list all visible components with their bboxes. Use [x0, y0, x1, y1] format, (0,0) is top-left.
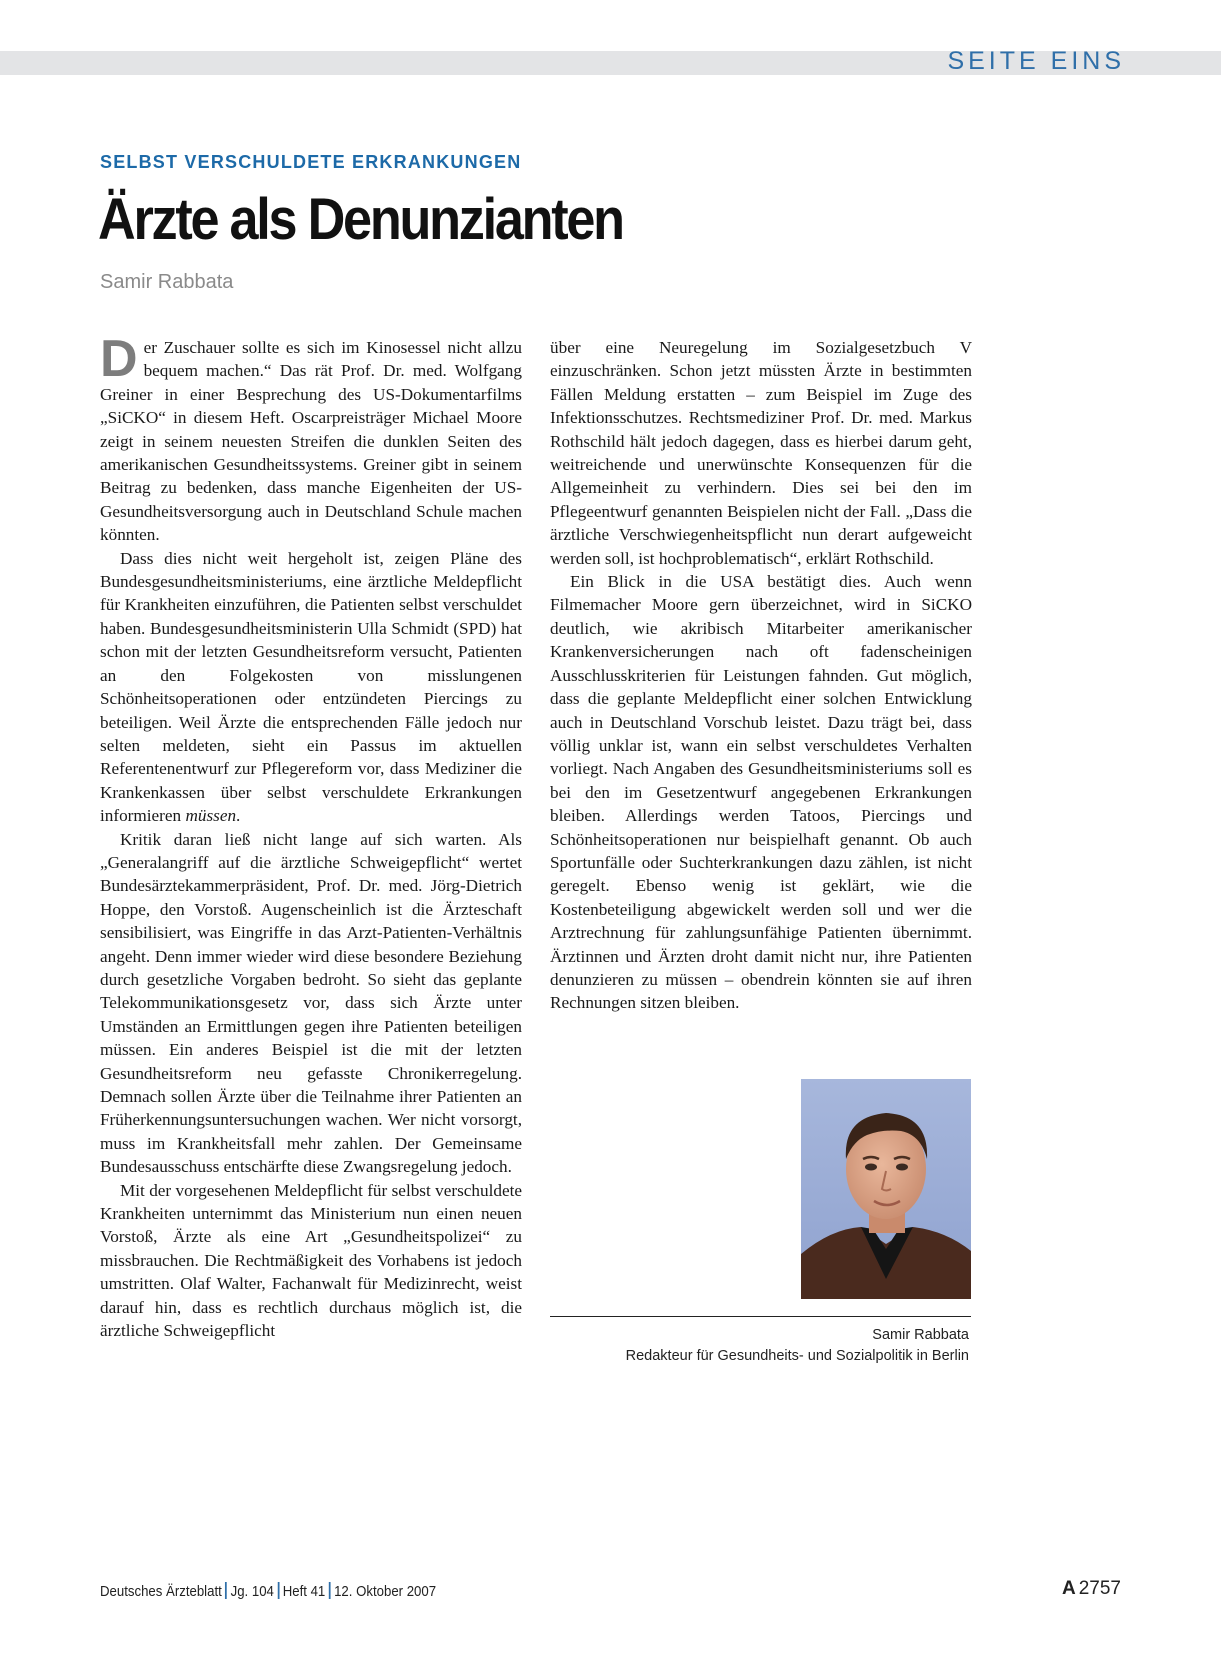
author-caption [626, 1325, 969, 1367]
article-kicker: SELBST VERSCHULDETE ERKRANKUNGEN [100, 152, 522, 172]
footer-citation [100, 1582, 436, 1600]
author-name: Samir Rabbata [872, 1327, 969, 1343]
page-number [1062, 1578, 1121, 1600]
footer-volume: Jg. 104 [230, 1583, 274, 1600]
paragraph-1-text: er Zuschauer sollte es sich im Kinosessel nicht allzu bequem machen.“ Das rät Prof. Dr. med. Wolfgang Greiner in einer Besprechung des US-Dokumentarfilms „SiCKO“ in diesem Heft. Oscarpreisträger Michael Moore zeigt in seinem neuesten Streifen die dunklen Seiten des amerikanischen Gesundheitssystems. Greiner gibt in seinem Beitrag zu bedenken, dass manche Eigenheiten der US-Gesundheitsversorgung auch in Deutschland Schule machen könnten. [100, 338, 522, 545]
footer-date: 12. Oktober 2007 [334, 1583, 437, 1600]
footer-separator [329, 1582, 331, 1599]
author-portrait-image [801, 1079, 971, 1299]
footer-journal: Deutsches Ärzteblatt [100, 1583, 222, 1600]
author-role: Redakteur für Gesundheits- und Sozialpolitik in Berlin [625, 1348, 969, 1364]
article-column-left [100, 330, 522, 1342]
paragraph-2 [100, 547, 522, 828]
paragraph-2-text: Dass dies nicht weit hergeholt ist, zeigen Pläne des Bundesgesundheitsministeriums, eine ärztliche Meldepflicht für Krankheiten einzuführen, die Patienten selbst verschuldet haben. Bundesgesundheitsministerin Ulla Schmidt (SPD) hat schon mit der letzten Gesundheitsreform versucht, Patienten an den Folgekosten von misslungenen Schönheitsoperationen oder entzündeten Piercings zu beteiligen. Weil Ärzte die entsprechenden Fälle jedoch nur selten meldeten, sieht ein Passus im aktuellen Referentenentwurf zur Pflegereform vor, dass Mediziner die Krankenkassen über selbst verschuldete Erkrankungen informieren [100, 548, 522, 826]
page-number-value: 2757 [1078, 1578, 1121, 1599]
page-prefix: A [1061, 1578, 1076, 1599]
paragraph-4: Mit der vorgesehenen Meldepflicht für selbst verschuldete Krankheiten unternimmt das Ministerium nun einen neuen Vorstoß, Ärzte als eine Art „Gesundheitspolizei“ zu missbrauchen. Die Rechtmäßigkeit des Vorhabens ist jedoch umstritten. Olaf Walter, Fachanwalt für Medizinrecht, weist darauf hin, dass es rechtlich durchaus möglich ist, die ärztliche Schweigepflicht [100, 1180, 522, 1341]
author-byline: Samir Rabbata [100, 271, 234, 293]
author-photo [801, 1079, 971, 1299]
footer-separator [225, 1582, 227, 1599]
caption-rule [550, 1316, 971, 1317]
paragraph-2-emphasis: müssen [185, 806, 237, 826]
section-label: SEITE EINS [947, 47, 1125, 75]
paragraph-6: Ein Blick in die USA bestätigt dies. Auch wenn Filmemacher Moore gern überzeichnet, wird in SiCKO deutlich, wie akribisch Mitarbeiter amerikanischer Krankenversicherungen nach oft fadenscheinigen Ausschlusskriterien für Leistungen fahnden. Gut möglich, dass die geplante Meldepflicht einer solchen Entwicklung auch in Deutschland Vorschub leistet. Dazu trägt bei, dass völlig unklar ist, wann ein selbst verschuldetes Verhalten vorliegt. Nach Angaben des Gesundheitsministeriums soll es bei den im Gesetzentwurf angegebenen Erkrankungen bleiben. Allerdings werden Tatoos, Piercings und Schönheitsoperationen nur beispielhaft genannt. Ob auch Sportunfälle oder Suchterkrankungen dazu zählen, ist nicht geregelt. Ebenso wenig ist geklärt, wie die Kostenbeteiligung abgewickelt werden soll und wer die Arztrechnung für zahlungsunfähige Patienten übernimmt. Ärztinnen und Ärzten droht damit nicht nur, ihre Patienten denunzieren zu müssen – obendrein könnten sie auf ihren Rechnungen sitzen bleiben. [550, 572, 972, 1013]
paragraph-5: über eine Neuregelung im Sozialgesetzbuch V einzuschränken. Schon jetzt müssten Ärzte in bestimmten Fällen Meldung erstatten – zum Beispiel im Zuge des Infektionsschutzes. Rechtsmediziner Prof. Dr. med. Markus Rothschild hält jedoch dagegen, dass es hierbei darum geht, weitreichende und unerwünschte Konsequenzen für die Allgemeinheit zu verhindern. Dies sei bei den im Pflegeentwurf genannten Beispielen nicht der Fall. „Dass die ärztliche Verschwiegenheitspflicht nun derart aufgeweicht werden soll, ist hochproblematisch“, erklärt Rothschild. [550, 338, 972, 568]
footer-separator [277, 1582, 279, 1599]
article-title: Ärzte als Denunzianten [98, 187, 623, 252]
article-column-right [550, 336, 972, 1015]
paragraph-3: Kritik daran ließ nicht lange auf sich warten. Als „Generalangriff auf die ärztliche Schweigepflicht“ wertet Bundesärztekammerpräsident, Prof. Dr. med. Jörg-Dietrich Hoppe, den Vorstoß. Augenscheinlich ist die Ärzteschaft sensibilisiert, was Eingriffe in das Arzt-Patienten-Verhältnis angeht. Denn immer wieder wird diese besondere Beziehung durch gesetzliche Vorgaben bedroht. So sieht das geplante Telekommunikationsgesetz vor, dass sich Ärzte unter Umständen an Ermittlungen gegen ihre Patienten beteiligen müssen. Ein anderes Beispiel ist die mit der letzten Gesundheitsreform neu gefasste Chronikerregelung. Demnach sollen Ärzte über die Teilnahme ihrer Patienten an Früherkennungsuntersuchungen wachen. Wer nicht vorsorgt, muss im Krankheitsfall mehr zahlen. Der Gemeinsame Bundesausschuss entschärfte diese Zwangsregelung jedoch. [100, 829, 522, 1177]
drop-cap: D [100, 330, 138, 388]
footer-issue: Heft 41 [282, 1583, 326, 1600]
paragraph-1 [100, 330, 522, 547]
paragraph-2-end: . [236, 806, 241, 826]
